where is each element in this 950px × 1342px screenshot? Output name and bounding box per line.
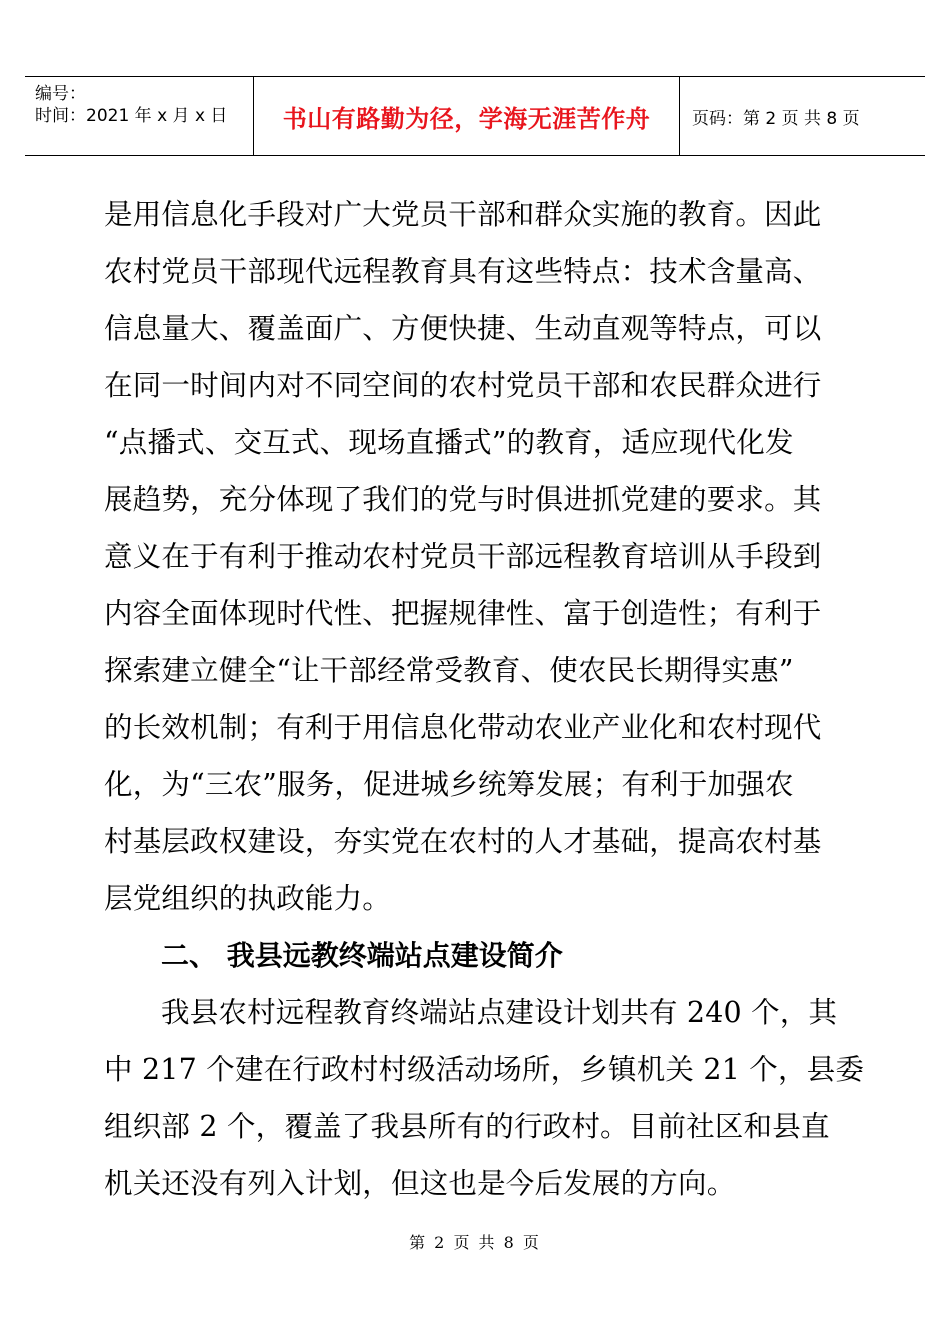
body-line: 内容全面体现时代性、把握规律性、富于创造性；有利于 [104, 597, 822, 630]
body-line: 机关还没有列入计划，但这也是今后发展的方向。 [104, 1167, 736, 1200]
body-line: 村基层政权建设，夯实党在农村的人才基础，提高农村基 [104, 825, 822, 858]
document-body [104, 186, 865, 1212]
body-line: 意义在于有利于推动农村党员干部远程教育培训从手段到 [104, 540, 822, 573]
body-line: 中 217 个建在行政村村级活动场所，乡镇机关 21 个，县委 [104, 1053, 865, 1086]
document-time-label: 时间：2021 年 x 月 x 日 [35, 106, 228, 126]
body-line: 探索建立健全“让干部经常受教育、使农民长期得实惠” [104, 654, 794, 687]
body-line: 展趋势，充分体现了我们的党与时俱进抓党建的要求。其 [104, 483, 822, 516]
body-line: 是用信息化手段对广大党员干部和群众实施的教育。因此 [104, 198, 822, 231]
page-header [25, 76, 925, 156]
header-motto-cell [254, 77, 680, 155]
body-line: “点播式、交互式、现场直播式”的教育，适应现代化发 [104, 426, 794, 459]
body-line: 组织部 2 个，覆盖了我县所有的行政村。目前社区和县直 [104, 1110, 830, 1143]
header-page-cell [680, 77, 925, 155]
body-line: 的长效机制；有利于用信息化带动农业产业化和农村现代 [104, 711, 822, 744]
header-motto: 书山有路勤为径，学海无涯苦作舟 [282, 104, 651, 133]
body-line: 化，为“三农”服务，促进城乡统筹发展；有利于加强农 [104, 768, 794, 801]
body-line: 农村党员干部现代远程教育具有这些特点：技术含量高、 [104, 255, 822, 288]
body-line: 我县农村远程教育终端站点建设计划共有 240 个，其 [161, 996, 838, 1029]
body-line: 信息量大、覆盖面广、方便快捷、生动直观等特点，可以 [104, 312, 822, 345]
section-heading: 二、 我县远教终端站点建设简介 [161, 939, 563, 972]
page-footer-number: 第 2 页 共 8 页 [409, 1233, 541, 1252]
header-meta-cell [25, 77, 254, 155]
header-page-label: 页码：第 2 页 共 8 页 [692, 108, 860, 129]
body-line: 在同一时间内对不同空间的农村党员干部和农民群众进行 [104, 369, 822, 402]
body-line: 层党组织的执政能力。 [104, 882, 392, 915]
document-number-label: 编号： [35, 84, 86, 104]
